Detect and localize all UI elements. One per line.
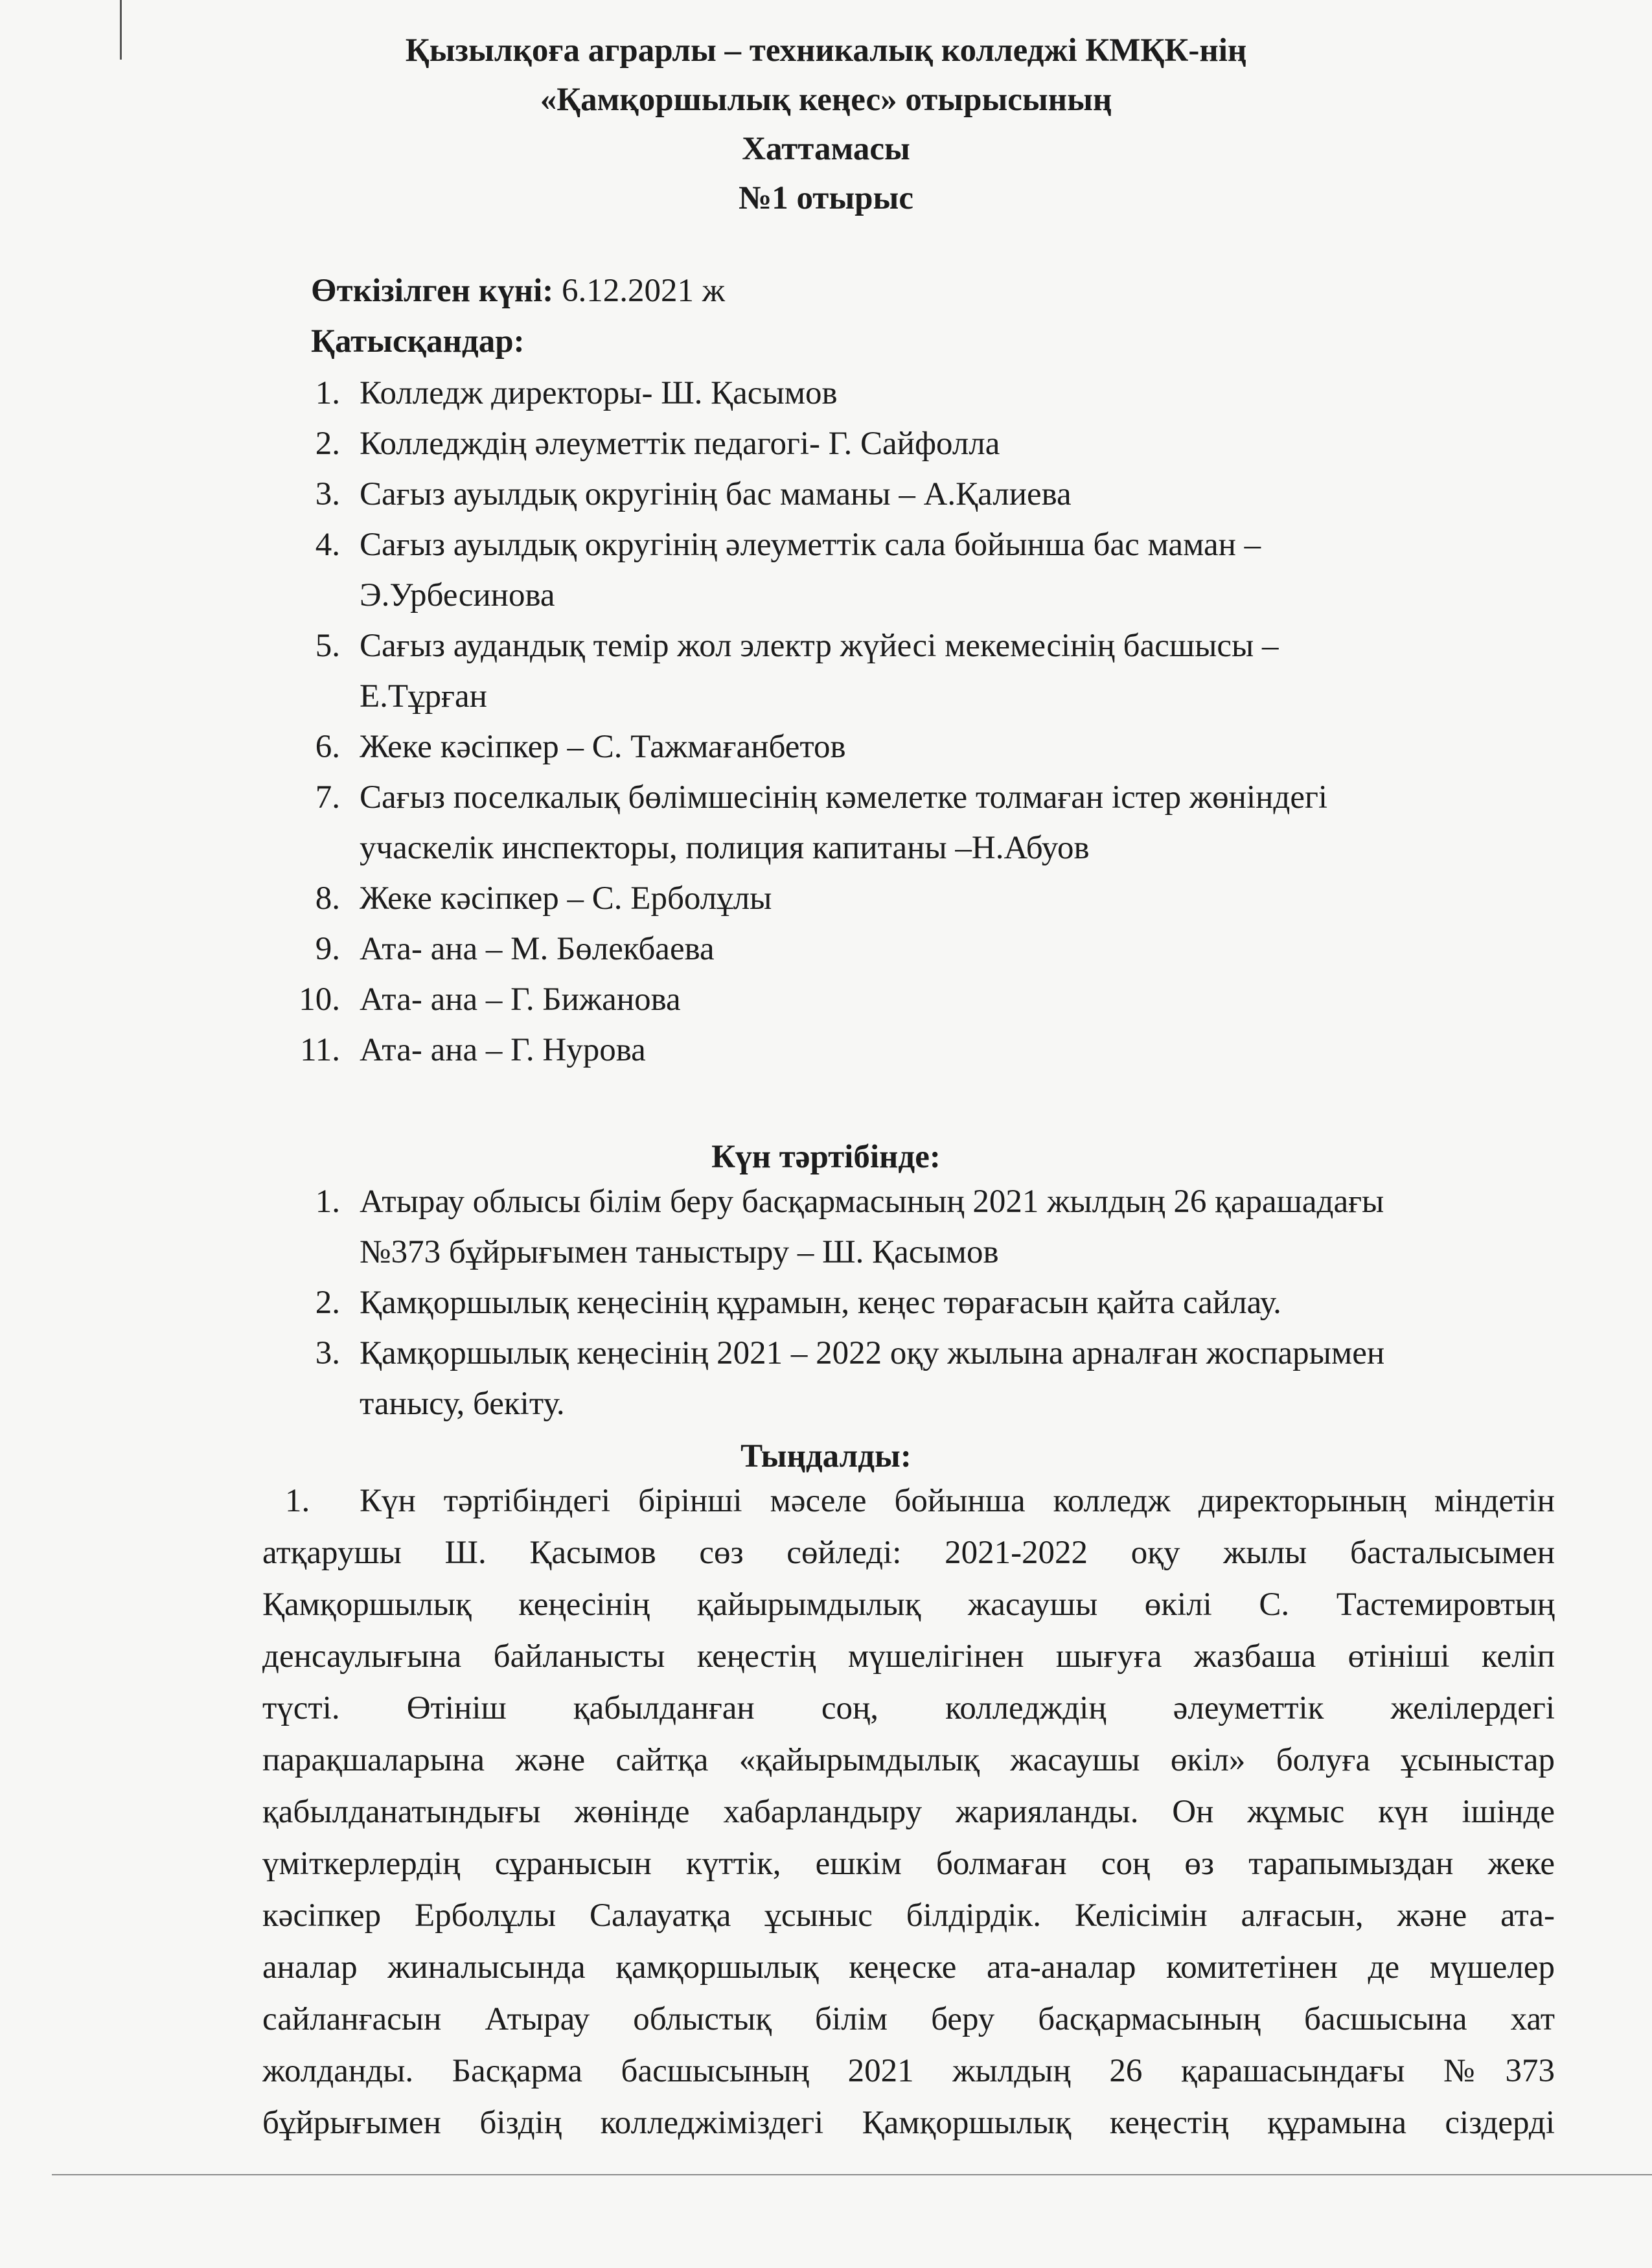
paragraph-line: денсаулығына байланысты кеңестің мүшелігінен шығуға жазбаша өтініші келіп	[262, 1638, 1555, 1675]
participants-label: Қатысқандар:	[311, 323, 525, 360]
paragraph-line: кәсіпкер Ерболұлы Салауатқа ұсыныс білдірдік. Келісімін алғасын, және ата-	[262, 1897, 1555, 1934]
paragraph-line: қабылданатындығы жөнінде хабарландыру жарияланды. Он жұмыс күн ішінде	[262, 1794, 1555, 1830]
list-number: 6.	[315, 729, 340, 765]
date-label: Өткізілген күні:	[311, 273, 554, 309]
header-protocol: Хаттамасы	[742, 131, 910, 167]
agenda-item-continuation: №373 бұйрығымен таныстыру – Ш. Қасымов	[360, 1234, 999, 1270]
paragraph-line: атқарушы Ш. Қасымов сөз сөйледі: 2021-2022 оқу жылы басталысымен	[262, 1535, 1555, 1571]
list-number: 11.	[300, 1032, 340, 1068]
list-item: Сағыз ауылдық округінің бас маманы – А.Қалиева	[360, 476, 1072, 512]
list-number: 1.	[315, 1184, 340, 1220]
list-number: 4.	[315, 527, 340, 563]
list-item: Сағыз аудандық темір жол электр жүйесі мекемесінің басшысы –	[360, 628, 1279, 664]
paragraph-line: түсті. Өтініш қабылданған соң, колледждің әлеуметтік желілердегі	[262, 1690, 1555, 1726]
list-item-continuation: учаскелік инспекторы, полиция капитаны –Н.Абуов	[360, 830, 1090, 866]
paragraph-line: парақшаларына және сайтқа «қайырымдылық жасаушы өкіл» болуға ұсыныстар	[262, 1742, 1555, 1778]
list-number: 2.	[315, 1285, 340, 1321]
list-item-continuation: Э.Урбесинова	[360, 577, 555, 613]
list-number: 7.	[315, 779, 340, 816]
paragraph-line: жолданды. Басқарма басшысының 2021 жылдың 26 қарашасындағы №373	[262, 2053, 1555, 2089]
paragraph-line: аналар жиналысында қамқоршылық кеңеске ата-аналар комитетінен де мүшелер	[262, 1949, 1555, 1986]
agenda-item-continuation: танысу, бекіту.	[360, 1386, 565, 1422]
paragraph-line: Күн тәртібіндегі бірінші мәселе бойынша колледж директорының міндетін	[360, 1483, 1555, 1519]
agenda-item: Қамқоршылық кеңесінің 2021 – 2022 оқу жылына арналған жоспарымен	[360, 1335, 1385, 1371]
agenda-item: Қамқоршылық кеңесінің құрамын, кеңес төрағасын қайта сайлау.	[360, 1285, 1281, 1321]
paragraph-line: бұйрығымен біздің колледжіміздегі Қамқоршылық кеңестің құрамына сіздерді	[262, 2105, 1555, 2141]
header-council: «Қамқоршылық кеңес» отырысының	[540, 82, 1112, 118]
list-item: Ата- ана – М. Бөлекбаева	[360, 931, 715, 967]
list-number: 3.	[315, 476, 340, 512]
meeting-date	[311, 272, 725, 310]
list-item: Ата- ана – Г. Бижанова	[360, 981, 681, 1018]
heard-title: Тыңдалды:	[740, 1438, 912, 1474]
list-item-continuation: Е.Тұрған	[360, 678, 487, 715]
list-item: Колледждің әлеуметтік педагогі- Г. Сайфолла	[360, 426, 1000, 462]
list-number: 3.	[315, 1335, 340, 1371]
list-number: 9.	[315, 931, 340, 967]
agenda-title: Күн тәртібінде:	[711, 1139, 941, 1175]
paragraph-line: сайланғасын Атырау облыстық білім беру басқармасының басшысына хат	[262, 2001, 1555, 2037]
list-item: Колледж директоры- Ш. Қасымов	[360, 375, 838, 411]
header-session-number: №1 отырыс	[738, 180, 914, 216]
list-number: 10.	[299, 981, 340, 1018]
paragraph-line: үміткерлердің сұранысын күттік, ешкім болмаған соң өз тарапымыздан жеке	[262, 1846, 1555, 1882]
list-number: 5.	[315, 628, 340, 664]
list-item: Сағыз ауылдық округінің әлеуметтік сала бойынша бас маман –	[360, 527, 1261, 563]
agenda-item: Атырау облысы білім беру басқармасының 2021 жылдың 26 қарашадағы	[360, 1184, 1384, 1220]
page-bottom-edge	[52, 2174, 1652, 2175]
paragraph-line: Қамқоршылық кеңесінің қайырымдылық жасаушы өкілі С. Тастемировтың	[262, 1586, 1555, 1623]
list-number: 2.	[315, 426, 340, 462]
list-number: 8.	[315, 880, 340, 917]
list-number: 1.	[315, 375, 340, 411]
list-item: Ата- ана – Г. Нурова	[360, 1032, 646, 1068]
list-item: Жеке кәсіпкер – С. Ерболұлы	[360, 880, 772, 917]
date-value: 6.12.2021 ж	[561, 273, 725, 309]
header-institution: Қызылқоға аграрлы – техникалық колледжі КМҚК-нің	[405, 32, 1247, 69]
list-item: Жеке кәсіпкер – С. Тажмағанбетов	[360, 729, 846, 765]
paragraph-number: 1.	[285, 1483, 310, 1519]
list-item: Сағыз поселкалық бөлімшесінің кәмелетке толмаған істер жөніндегі	[360, 779, 1328, 816]
